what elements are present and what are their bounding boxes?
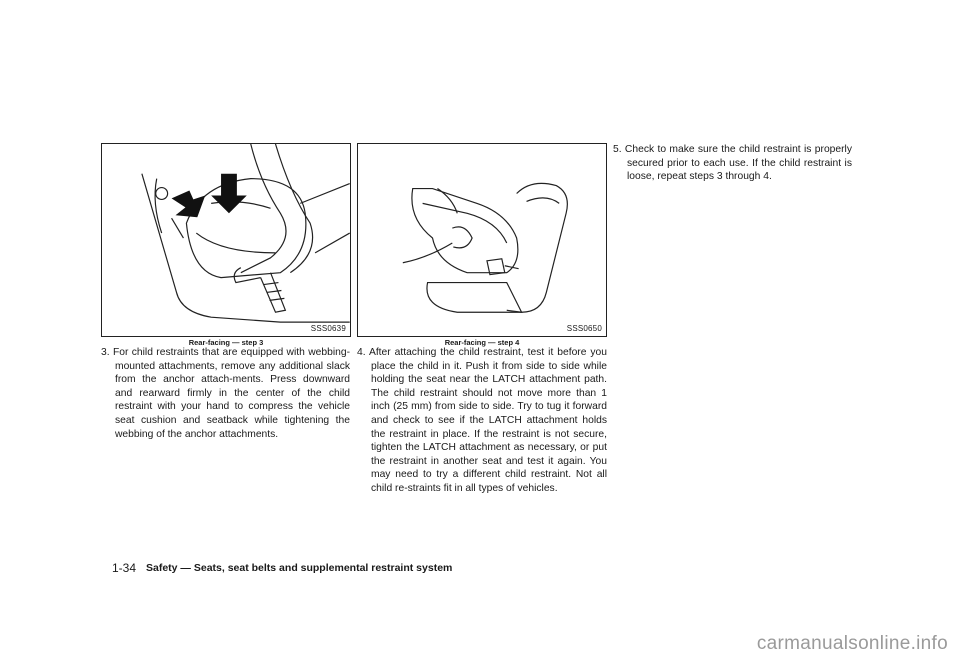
page-number: 1-34 (112, 561, 137, 575)
figure-rear-facing-step-4 (357, 143, 607, 337)
watermark[interactable]: carmanualsonline.info (756, 633, 948, 654)
illustration-test-child-restraint (358, 144, 606, 336)
figure-caption: Rear-facing — step 4 (444, 338, 520, 347)
figure-code: SSS0650 (566, 324, 602, 333)
step-4-text: 4. After attaching the child restraint, test it before you place the child in it. Push it from side to side while holding the seat near the LATCH attachment path. The child restraint should not move more than 1 inch (25 mm) from side to side. Try to tug it forward and check to see if the LATCH attachment holds the restraint in place. If the restraint is not secure, tighten the LATCH attachment as necessary, or put the restraint in another seat and test it again. You may need to try a different child restraint. Not all child re-straints fit in all types of vehicles. (357, 347, 607, 494)
step-5-text: 5. Check to make sure the child restraint is properly secured prior to each use. If the child restraint is loose, repeat steps 3 through 4. (613, 144, 852, 183)
section-title: Safety — Seats, seat belts and supplemental restraint system (146, 562, 453, 574)
figure-rear-facing-step-3 (101, 143, 351, 337)
figure-caption: Rear-facing — step 3 (188, 338, 264, 347)
figure-code: SSS0639 (310, 324, 346, 333)
step-3-text: 3. For child restraints that are equipped with webbing-mounted attachments, remove any additional slack from the anchor attach-ments. Press downward and rearward firmly in the center of the child restraint with your hand to compress the vehicle seat cushion and seatback while tightening the webbing of the anchor attachments. (101, 347, 350, 440)
illustration-press-child-restraint (102, 144, 350, 336)
